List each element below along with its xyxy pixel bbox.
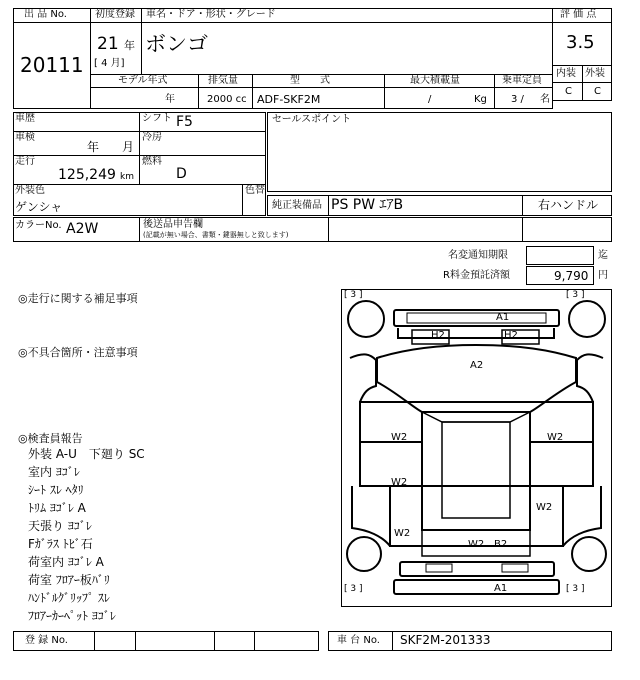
inspector-report-label: ◎検査員報告 [18,432,83,445]
color-change-label: 色替 [245,185,265,196]
capacity: 3 / [511,94,524,105]
inspection-year-unit: 年 [87,140,100,154]
sales-point-label: セールスポイント [272,114,352,125]
score: 3.5 [566,32,595,53]
inspector-note: ﾊﾝﾄﾞﾙｸﾞﾘｯﾌﾟ ｽﾚ [28,591,110,605]
interior-score-label: 内装 [556,68,576,79]
damage-mark: W2 [536,502,553,513]
max-load-unit: Kg [474,94,487,105]
capacity-label: 乗車定員 [502,75,542,86]
shift: F5 [176,114,193,130]
inspector-note: Fｶﾞﾗｽ ﾄﾋﾞ石 [28,537,93,551]
fuel: D [176,166,187,182]
damage-mark: W2 [391,477,408,488]
damage-mark: A1 [496,312,510,323]
mileage-label: 走行 [15,156,35,167]
truck-outline [342,290,611,606]
shift-label: シフト [142,113,172,124]
car-name: ボンゴ [145,32,208,56]
deadline-unit: 迄 [598,250,608,261]
mileage: 125,249 [58,167,116,183]
ac-label: 冷房 [142,132,162,143]
damage-mark: B2 [494,539,508,550]
color-no-label: カラーNo. [15,220,62,231]
docs-note: (記載が無い場合、書類・鍵器無しと致します) [143,231,289,239]
deadline-value-box [526,246,594,265]
inspection-month-unit: 月 [122,140,135,154]
exterior-color: ゲンシャ [15,200,63,214]
corner-label-bl: [ 3 ] [344,584,363,594]
recycle-label: R料金預託済額 [443,270,510,281]
corner-label-br: [ 3 ] [566,584,585,594]
recycle-unit: 円 [598,270,608,281]
deadline-label: 名変通知期限 [448,250,508,261]
registration-year: 21 [97,34,119,54]
registration-month: [ 4 月] [94,58,125,69]
registration-year-unit: 年 [124,39,135,52]
chassis-no: SKF2M-201333 [400,633,491,647]
defect-notes-label: ◎不具合箇所・注意事項 [18,346,138,359]
corner-label-tl: [ 3 ] [344,290,363,300]
lot-number-label: 出 品 No. [24,9,67,20]
recycle-value: 9,790 [554,269,589,283]
inspection-label: 車検 [15,132,35,143]
handle-side: 右ハンドル [538,198,599,212]
score-label: 評 価 点 [560,9,597,20]
inspector-note: 荷室内 ﾖｺﾞﾚ A [28,555,104,569]
inspector-note: 天張り ﾖｺﾞﾚ [28,519,92,533]
corner-label-tr: [ 3 ] [566,290,585,300]
displacement-label: 排気量 [208,75,238,86]
model-year-unit: 年 [165,94,175,105]
damage-mark: H2 [504,330,518,341]
lot-number: 20111 [20,53,84,77]
interior-score: C [565,86,572,97]
mileage-unit: km [120,172,134,182]
damage-mark: A1 [494,583,508,594]
damage-mark: A2 [470,360,484,371]
inspector-note: ﾄﾘﾑ ﾖｺﾞﾚ A [28,501,86,515]
equipment: PS PW ｴｱB [331,197,404,213]
inspector-note: ﾌﾛｱｰｶｰﾍﾟｯﾄ ﾖｺﾞﾚ [28,609,116,623]
history-label: 車歴 [15,113,35,124]
type-label: 型 式 [290,75,330,86]
exterior-color-label: 外装色 [15,185,45,196]
model-type: ADF-SKF2M [257,93,321,106]
damage-mark: W2 [468,539,485,550]
model-year-label: モデル年式 [118,75,168,86]
inspector-note: 室内 ﾖｺﾞﾚ [28,465,80,479]
damage-mark: W2 [547,432,564,443]
inspector-note: ｼｰﾄ ｽﾚ ﾍﾀﾘ [28,483,84,497]
equipment-label: 純正装備品 [272,200,322,211]
registration-no-label: 登 録 No. [25,635,68,646]
damage-mark: H2 [431,330,445,341]
inspector-note: 荷室 ﾌﾛｱｰ板ﾊﾞﾘ [28,573,110,587]
chassis-no-label: 車 台 No. [337,635,380,646]
docs-label: 後送品申告欄 [143,219,203,230]
inspector-note: 外装 A-U 下廻り SC [28,447,145,461]
max-load-label: 最大積載量 [410,75,460,86]
exterior-score: C [594,86,601,97]
first-registration-label: 初度登録 [95,9,135,20]
driving-notes-label: ◎走行に関する補足事項 [18,292,138,305]
exterior-score-label: 外装 [585,68,605,79]
displacement: 2000 cc [207,94,247,105]
fuel-label: 燃料 [142,156,162,167]
damage-mark: W2 [394,528,411,539]
max-load-separator: / [428,94,432,105]
capacity-unit: 名 [540,94,550,105]
color-no: A2W [66,221,99,237]
condition-diagram [341,289,612,607]
car-name-label: 車名・ドア・形状・グレード [146,9,276,20]
damage-mark: W2 [391,432,408,443]
